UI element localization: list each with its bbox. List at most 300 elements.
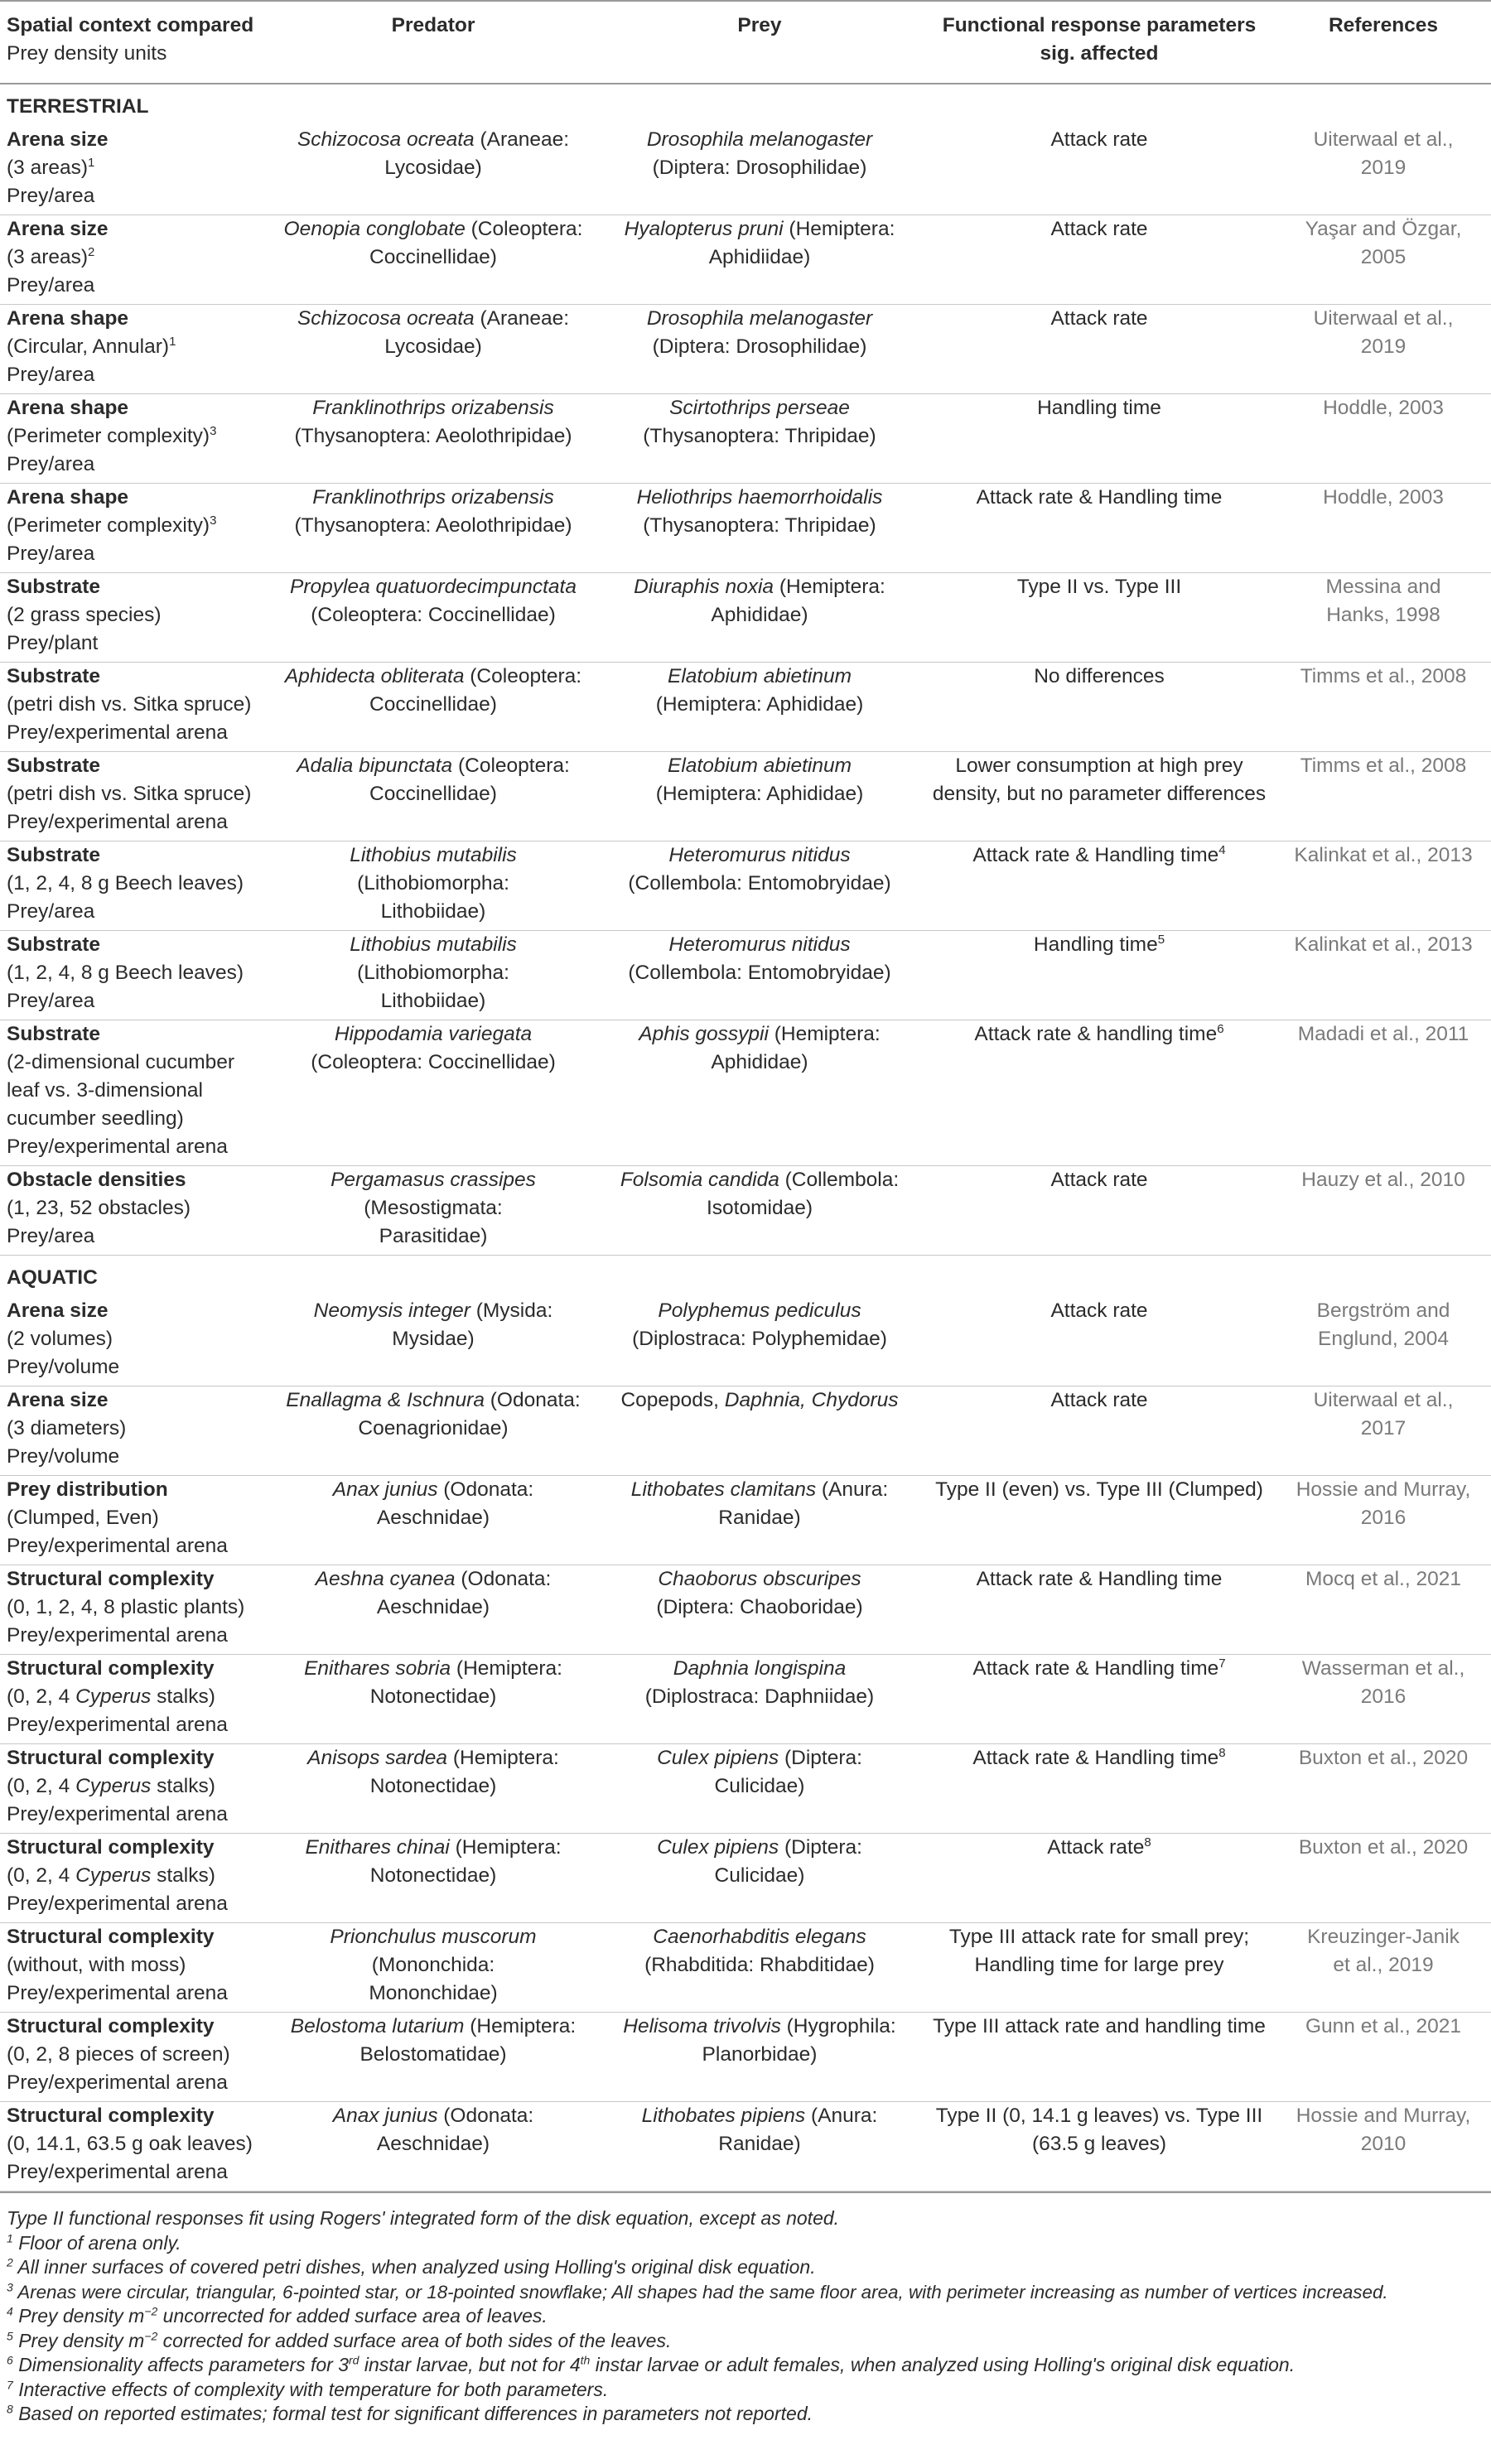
prey-taxon-b: (Hemiptera: Aphididae) bbox=[655, 693, 864, 716]
context-detail-italic: Cyperus bbox=[75, 1864, 152, 1887]
reference-line1: Messina and bbox=[1325, 576, 1441, 598]
section-heading: AQUATIC bbox=[7, 1266, 98, 1289]
prey-taxon-b: Isotomidae) bbox=[706, 1197, 813, 1219]
context-title: Prey distribution bbox=[7, 1478, 168, 1501]
cell-predator bbox=[270, 1386, 596, 1476]
reference-line1: Madadi et al., 2011 bbox=[1297, 1023, 1469, 1045]
cell-spatial-context bbox=[0, 1386, 270, 1476]
cell-spatial-context bbox=[0, 394, 270, 484]
context-title: Substrate bbox=[7, 1023, 101, 1045]
prey-taxon-b: (Thysanoptera: Thripidae) bbox=[643, 425, 876, 447]
parameter-text-line2: Handling time for large prey bbox=[974, 1954, 1224, 1976]
prey-species: Polyphemus pediculus bbox=[658, 1300, 861, 1322]
cell-predator bbox=[270, 663, 596, 752]
header-parameters bbox=[923, 1, 1276, 84]
cell-parameters bbox=[923, 394, 1276, 484]
cell-prey bbox=[596, 841, 923, 931]
footnote-4-exponent: −2 bbox=[144, 2304, 158, 2318]
prey-taxon-a: (Hemiptera: bbox=[768, 1023, 881, 1045]
cell-prey bbox=[596, 752, 923, 841]
parameter-text: Attack rate & Handling time bbox=[976, 1568, 1223, 1590]
reference-line2: et al., 2019 bbox=[1333, 1954, 1434, 1976]
prey-species: Aphis gossypii bbox=[639, 1023, 769, 1045]
cell-spatial-context bbox=[0, 1476, 270, 1565]
context-detail-text: (3 areas) bbox=[7, 246, 89, 268]
predator-species: Anisops sardea bbox=[307, 1747, 448, 1769]
table-row bbox=[0, 841, 1491, 931]
prey-density-units: Prey/area bbox=[7, 542, 95, 565]
cell-prey bbox=[596, 1297, 923, 1386]
table-row bbox=[0, 1297, 1491, 1386]
header-col5-label: References bbox=[1328, 14, 1439, 36]
prey-species: Hyalopterus pruni bbox=[624, 218, 784, 240]
cell-reference bbox=[1276, 1744, 1491, 1834]
footnote-5-marker: 5 bbox=[7, 2328, 13, 2342]
predator-taxon-a: (Odonata: bbox=[484, 1389, 581, 1411]
context-detail-a: (0, 2, 4 bbox=[7, 1864, 76, 1887]
parameter-text: Attack rate & Handling time bbox=[972, 1657, 1219, 1680]
predator-taxon-a: (Mesostigmata: bbox=[364, 1197, 503, 1219]
prey-species: Heliothrips haemorrhoidalis bbox=[636, 486, 883, 509]
predator-species: Anax junius bbox=[332, 1478, 438, 1501]
cell-spatial-context bbox=[0, 752, 270, 841]
context-title: Structural complexity bbox=[7, 1836, 215, 1859]
cell-predator bbox=[270, 1834, 596, 1923]
prey-taxon-a: (Anura: bbox=[805, 2105, 878, 2127]
cell-prey bbox=[596, 126, 923, 215]
footnote-6-exponent-2: th bbox=[580, 2353, 591, 2367]
cell-predator bbox=[270, 394, 596, 484]
parameter-text: Type III attack rate for small prey; bbox=[948, 1926, 1250, 1948]
prey-taxon-b: Aphididae) bbox=[711, 1051, 808, 1073]
reference-line1: Hossie and Murray, bbox=[1296, 2105, 1471, 2127]
footnote-5 bbox=[7, 2329, 1484, 2354]
context-detail-text: (3 areas) bbox=[7, 157, 89, 179]
cell-prey bbox=[596, 1655, 923, 1744]
cell-reference bbox=[1276, 841, 1491, 931]
prey-taxon-b: (Hemiptera: Aphididae) bbox=[655, 783, 864, 805]
footnote-5-text-a: Prey density m bbox=[18, 2329, 145, 2351]
cell-parameters bbox=[923, 573, 1276, 663]
predator-taxon-a: (Hemiptera: bbox=[449, 1836, 562, 1859]
cell-spatial-context bbox=[0, 2102, 270, 2192]
context-title: Arena size bbox=[7, 218, 109, 240]
footnote-6-exponent: rd bbox=[349, 2353, 359, 2367]
reference-line1: Uiterwaal et al., bbox=[1313, 1389, 1454, 1411]
cell-parameters bbox=[923, 1655, 1276, 1744]
cell-reference bbox=[1276, 1834, 1491, 1923]
table-row bbox=[0, 394, 1491, 484]
predator-taxon-b: Coccinellidae) bbox=[369, 693, 497, 716]
footnote-3-marker: 3 bbox=[7, 2280, 13, 2294]
parameter-text: Handling time bbox=[1037, 397, 1161, 419]
predator-taxon-b: Coccinellidae) bbox=[369, 246, 497, 268]
prey-density-units: Prey/plant bbox=[7, 632, 99, 654]
cell-reference bbox=[1276, 1166, 1491, 1256]
prey-density-units: Prey/area bbox=[7, 364, 95, 386]
context-detail-line2: leaf vs. 3-dimensional bbox=[7, 1079, 203, 1102]
cell-predator bbox=[270, 752, 596, 841]
cell-parameters bbox=[923, 2102, 1276, 2192]
cell-prey bbox=[596, 2013, 923, 2102]
reference-line1: Uiterwaal et al., bbox=[1313, 307, 1454, 330]
cell-prey bbox=[596, 663, 923, 752]
parameter-text: Attack rate bbox=[1050, 1169, 1148, 1191]
parameter-text: Attack rate bbox=[1050, 1300, 1148, 1322]
context-detail bbox=[7, 1772, 263, 1801]
context-detail-text: (Perimeter complexity) bbox=[7, 425, 210, 447]
parameter-text: Type II (even) vs. Type III (Clumped) bbox=[935, 1478, 1263, 1501]
cell-predator bbox=[270, 1476, 596, 1565]
predator-species: Franklinothrips orizabensis bbox=[312, 486, 554, 509]
context-title: Arena shape bbox=[7, 397, 129, 419]
cell-reference bbox=[1276, 931, 1491, 1020]
section-row-aquatic bbox=[0, 1256, 1491, 1298]
context-detail-text: (0, 14.1, 63.5 g oak leaves) bbox=[7, 2133, 253, 2155]
context-title: Substrate bbox=[7, 844, 101, 866]
context-detail-text: (2-dimensional cucumber bbox=[7, 1051, 235, 1073]
reference-line1: Kalinkat et al., 2013 bbox=[1294, 844, 1473, 866]
prey-density-units: Prey/area bbox=[7, 900, 95, 923]
table-row bbox=[0, 1386, 1491, 1476]
reference-line1: Timms et al., 2008 bbox=[1300, 665, 1467, 687]
prey-taxon-b: (Diplostraca: Daphniidae) bbox=[644, 1685, 875, 1708]
header-col1-title: Spatial context compared bbox=[7, 14, 254, 36]
cell-parameters bbox=[923, 1923, 1276, 2013]
context-detail bbox=[7, 422, 263, 451]
cell-parameters bbox=[923, 1565, 1276, 1655]
predator-taxon-b: Notonectidae) bbox=[369, 1775, 497, 1797]
predator-species: Aeshna cyanea bbox=[315, 1568, 456, 1590]
reference-line1: Buxton et al., 2020 bbox=[1298, 1836, 1469, 1859]
predator-taxon-a: (Araneae: bbox=[474, 128, 570, 151]
context-detail bbox=[7, 780, 263, 808]
parameter-footnote-marker: 6 bbox=[1217, 1021, 1224, 1036]
footnote-6-marker: 6 bbox=[7, 2353, 13, 2367]
table-row bbox=[0, 2013, 1491, 2102]
parameter-footnote-marker: 4 bbox=[1218, 842, 1226, 857]
predator-taxon-b: Lycosidae) bbox=[384, 335, 482, 358]
context-detail bbox=[7, 244, 263, 272]
footnote-7 bbox=[7, 2378, 1484, 2403]
cell-predator bbox=[270, 1744, 596, 1834]
context-detail-text: (without, with moss) bbox=[7, 1954, 186, 1976]
reference-line1: Kalinkat et al., 2013 bbox=[1294, 933, 1473, 956]
footnote-6 bbox=[7, 2353, 1484, 2378]
footnote-3-text: Arenas were circular, triangular, 6-pointed star, or 18-pointed snowflake; All shapes had the same floor area, with perimeter increasing as number of vertices increased. bbox=[17, 2281, 1388, 2302]
prey-taxon-a: (Hemiptera: bbox=[783, 218, 895, 240]
cell-spatial-context bbox=[0, 215, 270, 305]
footnote-3 bbox=[7, 2280, 1484, 2305]
prey-species: Lithobates pipiens bbox=[641, 2105, 806, 2127]
context-title: Structural complexity bbox=[7, 2015, 215, 2037]
prey-species: Elatobium abietinum bbox=[668, 755, 852, 777]
parameter-footnote-marker: 8 bbox=[1218, 1745, 1226, 1760]
context-detail-text: (1, 23, 52 obstacles) bbox=[7, 1197, 191, 1219]
context-detail bbox=[7, 959, 263, 987]
table-row bbox=[0, 752, 1491, 841]
cell-predator bbox=[270, 1020, 596, 1166]
prey-species: Heteromurus nitidus bbox=[668, 844, 851, 866]
footnote-5-exponent: −2 bbox=[144, 2328, 158, 2342]
table-row bbox=[0, 484, 1491, 573]
cell-parameters bbox=[923, 1166, 1276, 1256]
predator-taxon-a: (Odonata: Aeschnidae) bbox=[376, 1568, 552, 1618]
header-col4-line2: sig. affected bbox=[1040, 42, 1159, 65]
header-col2-label: Predator bbox=[391, 14, 475, 36]
predator-taxon-b: (Coleoptera: Coccinellidae) bbox=[311, 604, 556, 626]
footnote-6-text-b: instar larvae, but not for 4 bbox=[359, 2354, 581, 2375]
cell-parameters bbox=[923, 1020, 1276, 1166]
reference-line2: 2019 bbox=[1360, 157, 1407, 179]
reference-line2: 2017 bbox=[1360, 1417, 1407, 1439]
context-detail bbox=[7, 1415, 263, 1443]
cell-reference bbox=[1276, 1020, 1491, 1166]
prey-species: Culex pipiens bbox=[657, 1836, 779, 1859]
prey-species: Chaoborus obscuripes bbox=[658, 1568, 861, 1590]
cell-predator bbox=[270, 215, 596, 305]
context-detail bbox=[7, 154, 263, 182]
predator-species: Anax junius bbox=[332, 2105, 438, 2127]
prey-species: Diuraphis noxia bbox=[634, 576, 774, 598]
context-detail bbox=[7, 1951, 263, 1979]
table-body bbox=[0, 84, 1491, 2192]
cell-spatial-context bbox=[0, 1020, 270, 1166]
predator-species: Lithobius mutabilis bbox=[350, 844, 517, 866]
table-row bbox=[0, 663, 1491, 752]
reference-line1: Hossie and Murray, bbox=[1296, 1478, 1471, 1501]
predator-taxon-b: Belostomatidae) bbox=[359, 2043, 507, 2066]
parameter-text: Attack rate & handling time bbox=[974, 1023, 1218, 1045]
cell-prey bbox=[596, 484, 923, 573]
parameter-text: No differences bbox=[1034, 665, 1165, 687]
cell-spatial-context bbox=[0, 1834, 270, 1923]
header-col1-sub: Prey density units bbox=[7, 42, 167, 65]
prey-taxon-b: (Rhabditida: Rhabditidae) bbox=[644, 1954, 875, 1976]
context-detail bbox=[7, 1049, 263, 1077]
predator-species: Prionchulus muscorum bbox=[330, 1926, 537, 1948]
prey-density-units: Prey/experimental arena bbox=[7, 1136, 228, 1158]
prey-taxon-b: (Thysanoptera: Thripidae) bbox=[643, 514, 876, 537]
cell-reference bbox=[1276, 1386, 1491, 1476]
predator-species: Schizocosa ocreata bbox=[297, 307, 475, 330]
predator-taxon-a: (Araneae: bbox=[474, 307, 570, 330]
cell-predator bbox=[270, 484, 596, 573]
cell-spatial-context bbox=[0, 484, 270, 573]
prey-species: Elatobium abietinum bbox=[668, 665, 852, 687]
context-detail-text: (2 volumes) bbox=[7, 1328, 113, 1350]
cell-reference bbox=[1276, 215, 1491, 305]
parameter-text: Attack rate bbox=[1050, 218, 1148, 240]
prey-density-units: Prey/experimental arena bbox=[7, 2071, 228, 2094]
footnote-4-marker: 4 bbox=[7, 2304, 13, 2318]
footnote-7-marker: 7 bbox=[7, 2377, 13, 2391]
context-detail bbox=[7, 691, 263, 719]
prey-taxon-b: (Diptera: Drosophilidae) bbox=[652, 157, 867, 179]
cell-reference bbox=[1276, 2102, 1491, 2192]
cell-reference bbox=[1276, 305, 1491, 394]
reference-line2: 2005 bbox=[1360, 246, 1407, 268]
context-title: Structural complexity bbox=[7, 1657, 215, 1680]
context-detail bbox=[7, 512, 263, 540]
prey-taxon-b: Aphididae) bbox=[711, 604, 808, 626]
context-title: Structural complexity bbox=[7, 2105, 215, 2127]
context-detail-text: (Circular, Annular) bbox=[7, 335, 170, 358]
cell-predator bbox=[270, 573, 596, 663]
prey-species: Folsomia candida bbox=[620, 1169, 779, 1191]
predator-taxon-a: (Hemiptera: bbox=[447, 1747, 559, 1769]
prey-taxon-a: (Diptera: bbox=[779, 1836, 862, 1859]
cell-predator bbox=[270, 2102, 596, 2192]
cell-spatial-context bbox=[0, 1923, 270, 2013]
prey-taxon-b: Ranidae) bbox=[718, 1507, 801, 1529]
parameter-text: Attack rate bbox=[1050, 128, 1148, 151]
predator-taxon-b: Coenagrionidae) bbox=[358, 1417, 509, 1439]
predator-taxon-a: (Hemiptera: bbox=[451, 1657, 562, 1680]
cell-prey bbox=[596, 394, 923, 484]
context-detail-italic: Cyperus bbox=[75, 1685, 152, 1708]
cell-predator bbox=[270, 1923, 596, 2013]
reference-line1: Yaşar and Özgar, bbox=[1305, 218, 1462, 240]
predator-taxon-a: (Mysida: Mysidae) bbox=[392, 1300, 553, 1350]
reference-line2: 2010 bbox=[1360, 2133, 1407, 2155]
predator-taxon-a: (Odonata: Aeschnidae) bbox=[376, 1478, 534, 1529]
prey-species: Caenorhabditis elegans bbox=[653, 1926, 866, 1948]
reference-line2: 2019 bbox=[1360, 335, 1407, 358]
predator-species: Schizocosa ocreata bbox=[297, 128, 475, 151]
footnote-6-text-c: instar larvae or adult females, when analyzed using Holling's original disk equation. bbox=[590, 2354, 1296, 2375]
cell-prey bbox=[596, 1476, 923, 1565]
prey-taxon-a: (Hemiptera: bbox=[774, 576, 885, 598]
footnote-4-text-b: uncorrected for added surface area of leaves. bbox=[157, 2305, 548, 2327]
predator-species: Enithares chinai bbox=[305, 1836, 450, 1859]
context-detail bbox=[7, 1862, 263, 1890]
prey-density-units: Prey/experimental arena bbox=[7, 1803, 228, 1825]
prey-density-units: Prey/area bbox=[7, 274, 95, 297]
table-row bbox=[0, 1476, 1491, 1565]
context-detail-text: (0, 1, 2, 4, 8 plastic plants) bbox=[7, 1596, 245, 1618]
cell-predator bbox=[270, 841, 596, 931]
cell-spatial-context bbox=[0, 1744, 270, 1834]
predator-taxon-b: (Thysanoptera: Aeolothripidae) bbox=[294, 425, 572, 447]
context-detail-text: (1, 2, 4, 8 g Beech leaves) bbox=[7, 962, 244, 984]
predator-taxon-a: (Coleoptera: bbox=[452, 755, 570, 777]
cell-spatial-context bbox=[0, 1565, 270, 1655]
reference-line1: Hauzy et al., 2010 bbox=[1301, 1169, 1465, 1191]
cell-spatial-context bbox=[0, 126, 270, 215]
cell-parameters bbox=[923, 215, 1276, 305]
footnote-1-marker: 1 bbox=[7, 2230, 13, 2245]
predator-taxon-a: (Coleoptera: bbox=[464, 665, 582, 687]
parameter-text: Type II vs. Type III bbox=[1016, 576, 1182, 598]
context-detail bbox=[7, 1594, 263, 1622]
cell-reference bbox=[1276, 663, 1491, 752]
prey-density-units: Prey/experimental arena bbox=[7, 1893, 228, 1915]
prey-taxon-b: Culicidae) bbox=[714, 1864, 805, 1887]
table-row bbox=[0, 126, 1491, 215]
cell-parameters bbox=[923, 126, 1276, 215]
prey-density-units: Prey/area bbox=[7, 1225, 95, 1247]
cell-parameters bbox=[923, 663, 1276, 752]
prey-density-units: Prey/experimental arena bbox=[7, 1714, 228, 1736]
reference-line1: Timms et al., 2008 bbox=[1300, 755, 1467, 777]
context-detail bbox=[7, 601, 263, 629]
parameter-text: Attack rate bbox=[1050, 1389, 1148, 1411]
context-detail bbox=[7, 1504, 263, 1532]
cell-reference bbox=[1276, 752, 1491, 841]
parameter-footnote-marker: 7 bbox=[1218, 1656, 1226, 1671]
predator-taxon-b: Lycosidae) bbox=[384, 157, 482, 179]
context-title: Structural complexity bbox=[7, 1926, 215, 1948]
prey-taxon-b: (Collembola: Entomobryidae) bbox=[628, 962, 891, 984]
predator-taxon-b: (Coleoptera: Coccinellidae) bbox=[311, 1051, 556, 1073]
context-footnote-marker: 1 bbox=[88, 155, 95, 170]
prey-density-units: Prey/volume bbox=[7, 1356, 120, 1378]
context-detail bbox=[7, 1194, 263, 1222]
context-detail bbox=[7, 1683, 263, 1711]
predator-species: Neomysis integer bbox=[313, 1300, 470, 1322]
table-row bbox=[0, 1744, 1491, 1834]
predator-species: Franklinothrips orizabensis bbox=[312, 397, 554, 419]
cell-parameters bbox=[923, 1297, 1276, 1386]
prey-density-units: Prey/volume bbox=[7, 1445, 120, 1468]
context-title: Arena size bbox=[7, 128, 109, 151]
predator-taxon-a: (Mononchida: bbox=[371, 1954, 495, 1976]
predator-taxon-a: (Lithobiomorpha: bbox=[357, 962, 509, 984]
cell-reference bbox=[1276, 484, 1491, 573]
context-footnote-marker: 2 bbox=[88, 244, 95, 259]
prey-species: Daphnia, Chydorus bbox=[724, 1389, 899, 1411]
cell-predator bbox=[270, 1166, 596, 1256]
parameter-text: Attack rate & Handling time bbox=[972, 1747, 1219, 1769]
prey-taxon-a: (Collembola: bbox=[779, 1169, 900, 1191]
context-detail-b: stalks) bbox=[151, 1685, 215, 1708]
table-row bbox=[0, 1923, 1491, 2013]
context-detail-text: (petri dish vs. Sitka spruce) bbox=[7, 693, 252, 716]
cell-reference bbox=[1276, 1923, 1491, 2013]
prey-taxon-b: Ranidae) bbox=[718, 2133, 801, 2155]
cell-spatial-context bbox=[0, 931, 270, 1020]
prey-species: Drosophila melanogaster bbox=[646, 128, 873, 151]
context-title: Arena shape bbox=[7, 486, 129, 509]
reference-line1: Wasserman et al., bbox=[1301, 1657, 1465, 1680]
cell-parameters bbox=[923, 841, 1276, 931]
predator-taxon-b: Lithobiidae) bbox=[380, 900, 486, 923]
context-detail bbox=[7, 2041, 263, 2069]
predator-taxon-a: (Odonata: Aeschnidae) bbox=[376, 2105, 534, 2155]
cell-parameters bbox=[923, 1476, 1276, 1565]
parameter-text: Attack rate bbox=[1050, 307, 1148, 330]
header-spatial-context bbox=[0, 1, 270, 84]
cell-predator bbox=[270, 1565, 596, 1655]
cell-parameters bbox=[923, 1386, 1276, 1476]
prey-density-units: Prey/experimental arena bbox=[7, 2161, 228, 2183]
predator-species: Propylea quatuordecimpunctata bbox=[290, 576, 577, 598]
cell-parameters bbox=[923, 2013, 1276, 2102]
cell-parameters bbox=[923, 752, 1276, 841]
context-title: Substrate bbox=[7, 755, 101, 777]
cell-spatial-context bbox=[0, 2013, 270, 2102]
cell-reference bbox=[1276, 126, 1491, 215]
context-detail-text: (2 grass species) bbox=[7, 604, 162, 626]
predator-taxon-b: (Thysanoptera: Aeolothripidae) bbox=[294, 514, 572, 537]
cell-parameters bbox=[923, 305, 1276, 394]
footnote-6-text-a: Dimensionality affects parameters for 3 bbox=[18, 2354, 350, 2375]
table-row bbox=[0, 1655, 1491, 1744]
footnote-8-marker: 8 bbox=[7, 2402, 13, 2416]
cell-predator bbox=[270, 2013, 596, 2102]
cell-predator bbox=[270, 305, 596, 394]
